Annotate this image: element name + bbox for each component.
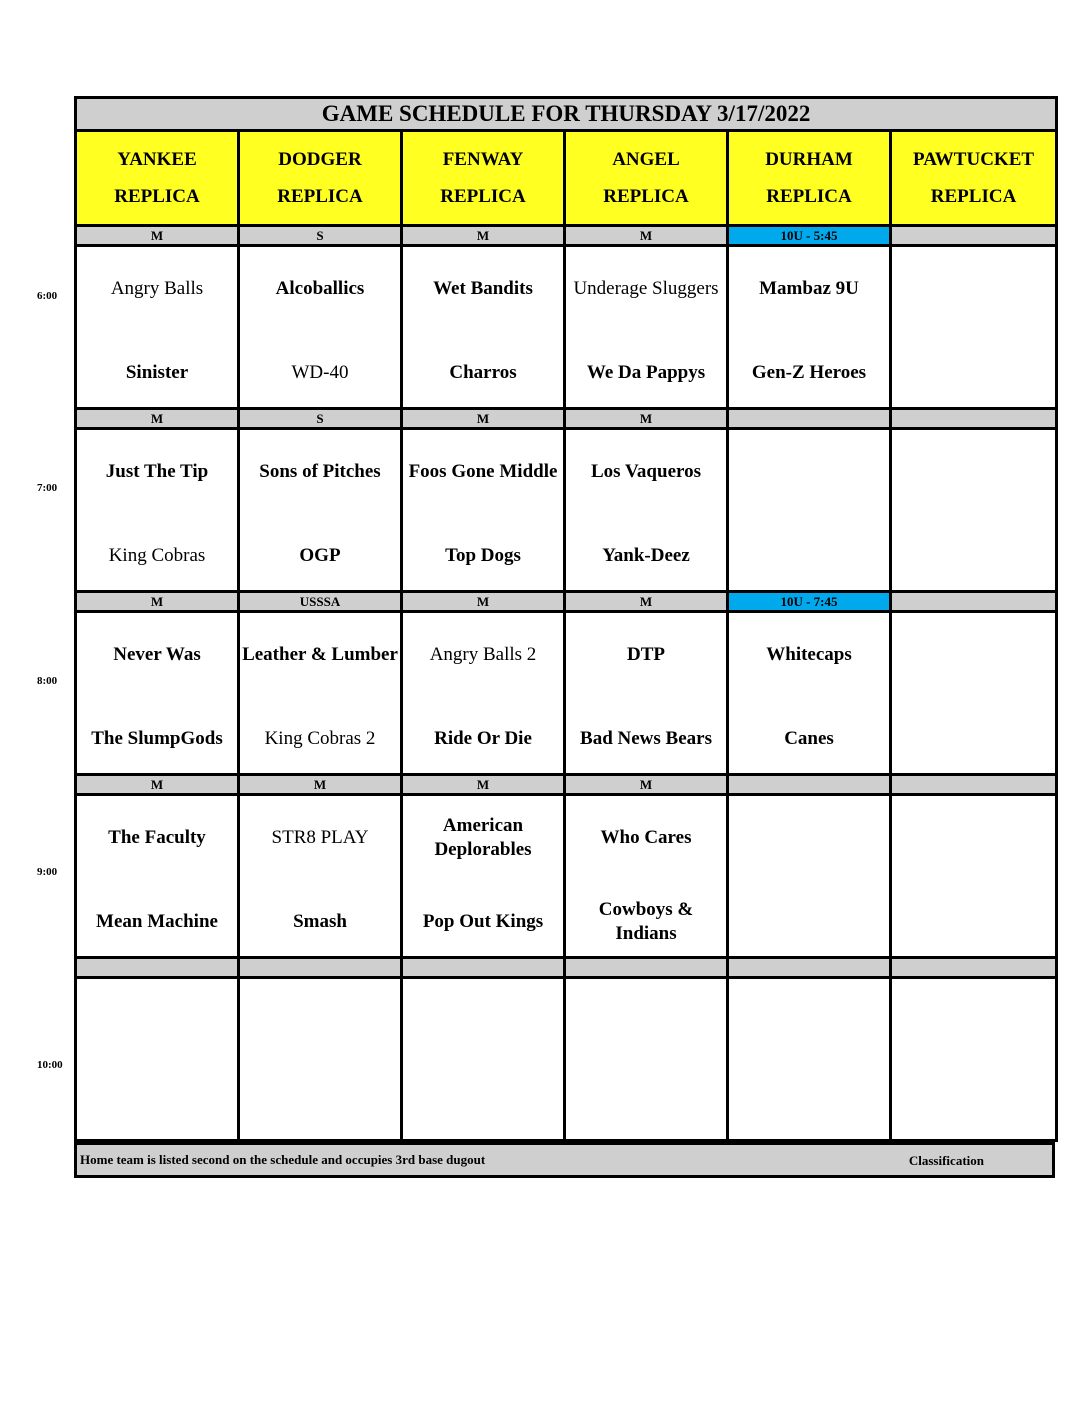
classification-cell: M [76, 775, 239, 795]
home-team: Cowboys & Indians [598, 899, 694, 944]
game-cell [76, 429, 239, 592]
away-team: Wet Bandits [433, 278, 533, 299]
away-team: Angry Balls 2 [429, 644, 537, 665]
away-team [892, 448, 1055, 496]
game-row [76, 612, 1057, 775]
home-team: Bad News Bears [580, 728, 712, 749]
classification-row [76, 775, 1057, 795]
game-cell [565, 429, 728, 592]
classification-cell [239, 958, 402, 978]
classification-cell: M [76, 592, 239, 612]
away-team [892, 814, 1055, 862]
home-team [729, 1081, 889, 1129]
field-name: DURHAM [765, 149, 853, 170]
field-name: PAWTUCKET [913, 149, 1035, 170]
away-team: Who Cares [600, 827, 692, 848]
away-team: Los Vaqueros [590, 461, 701, 482]
home-team [77, 1081, 237, 1129]
home-team: Smash [293, 911, 347, 932]
classification-cell: M [402, 775, 565, 795]
schedule-table [74, 96, 1058, 1142]
game-row [76, 246, 1057, 409]
field-sub: REPLICA [766, 186, 852, 207]
classification-cell: M [76, 409, 239, 429]
away-team: Angry Balls [110, 278, 204, 299]
game-cell [239, 429, 402, 592]
game-cell [728, 795, 891, 958]
classification-cell: M [402, 409, 565, 429]
classification-cell: M [402, 226, 565, 246]
classification-cell [402, 958, 565, 978]
field-sub: REPLICA [930, 186, 1017, 207]
game-cell [728, 978, 891, 1141]
classification-cell [728, 409, 891, 429]
game-cell [76, 246, 239, 409]
home-team: The SlumpGods [91, 728, 223, 749]
home-team [566, 1081, 726, 1129]
field-name: FENWAY [442, 149, 524, 170]
field-sub: REPLICA [603, 186, 689, 207]
away-team: Mambaz 9U [759, 278, 859, 299]
time-label-6: 6:00 [37, 290, 58, 302]
home-team [892, 898, 1055, 946]
classification-cell [76, 958, 239, 978]
away-team: Just The Tip [105, 461, 209, 482]
classification-cell: S [239, 226, 402, 246]
classification-cell [891, 775, 1057, 795]
time-label-9: 9:00 [37, 866, 58, 878]
game-cell [565, 795, 728, 958]
game-cell [565, 246, 728, 409]
field-header-yankee [76, 131, 239, 226]
classification-row [76, 958, 1057, 978]
home-team: Ride Or Die [434, 728, 532, 749]
game-cell [402, 612, 565, 775]
game-row [76, 429, 1057, 592]
home-team: WD-40 [291, 362, 349, 383]
field-header-durham [728, 131, 891, 226]
game-cell [891, 612, 1057, 775]
home-team: Yank-Deez [602, 545, 690, 566]
home-team [729, 898, 889, 946]
footer-table [74, 1142, 1055, 1178]
time-label-7: 7:00 [37, 482, 58, 494]
home-team: OGP [299, 545, 341, 566]
game-cell [891, 978, 1057, 1141]
home-team [240, 1081, 400, 1129]
game-cell [402, 429, 565, 592]
field-name: DODGER [278, 149, 362, 170]
classification-cell [891, 592, 1057, 612]
classification-cell: USSSA [239, 592, 402, 612]
schedule-title: GAME SCHEDULE FOR THURSDAY 3/17/2022 [76, 98, 1057, 131]
classification-cell: S [239, 409, 402, 429]
away-team: Never Was [113, 644, 201, 665]
away-team: Foos Gone Middle [408, 461, 558, 482]
home-team [892, 349, 1055, 397]
game-cell [402, 795, 565, 958]
away-team [892, 997, 1055, 1045]
away-team [729, 997, 889, 1045]
game-cell [891, 795, 1057, 958]
classification-cell: M [565, 226, 728, 246]
home-team [892, 1081, 1055, 1129]
classification-cell: M [565, 409, 728, 429]
schedule-sheet [74, 96, 1055, 1178]
away-team: STR8 PLAY [271, 827, 369, 848]
footer-legend: Classification [908, 1153, 984, 1168]
classification-cell [728, 775, 891, 795]
game-row [76, 978, 1057, 1141]
game-cell [402, 978, 565, 1141]
classification-cell [565, 958, 728, 978]
classification-cell [891, 409, 1057, 429]
game-cell [728, 429, 891, 592]
classification-cell: M [402, 592, 565, 612]
classification-cell: M [239, 775, 402, 795]
game-cell [891, 246, 1057, 409]
home-team [729, 532, 889, 580]
classification-cell [891, 958, 1057, 978]
away-team: Alcoballics [275, 278, 365, 299]
away-team [729, 814, 889, 862]
game-cell [239, 612, 402, 775]
field-header-row [76, 131, 1057, 226]
away-team: Whitecaps [766, 644, 852, 665]
field-name: YANKEE [117, 149, 197, 170]
game-cell [728, 612, 891, 775]
home-team [892, 715, 1055, 763]
classification-cell [891, 226, 1057, 246]
classification-cell [728, 958, 891, 978]
game-cell [565, 612, 728, 775]
home-team: King Cobras [108, 545, 206, 566]
game-cell [239, 246, 402, 409]
home-team [892, 532, 1055, 580]
game-cell [891, 429, 1057, 592]
game-cell [76, 612, 239, 775]
away-team: American Deplorables [434, 815, 532, 860]
away-team [77, 997, 237, 1045]
game-cell [565, 978, 728, 1141]
time-label-8: 8:00 [37, 675, 58, 687]
game-row [76, 795, 1057, 958]
classification-row [76, 592, 1057, 612]
field-header-dodger [239, 131, 402, 226]
home-team: Charros [449, 362, 517, 383]
away-team [892, 631, 1055, 679]
game-cell [402, 246, 565, 409]
away-team: Sons of Pitches [259, 461, 381, 482]
footer-bar [76, 1144, 1054, 1177]
classification-cell: M [565, 775, 728, 795]
home-team: King Cobras 2 [264, 728, 376, 749]
classification-cell: M [76, 226, 239, 246]
classification-cell: 10U - 7:45 [728, 592, 891, 612]
home-team: Sinister [125, 362, 189, 383]
home-team: Top Dogs [445, 545, 521, 566]
footer-note: Home team is listed second on the schedule and occupies 3rd base dugout [80, 1152, 486, 1167]
away-team: Underage Sluggers [573, 278, 719, 299]
away-team: The Faculty [108, 827, 206, 848]
away-team [566, 997, 726, 1045]
field-name: ANGEL [612, 149, 680, 170]
field-sub: REPLICA [440, 186, 526, 207]
home-team: Pop Out Kings [422, 911, 544, 932]
game-cell [239, 978, 402, 1141]
away-team [892, 265, 1055, 313]
field-sub: REPLICA [277, 186, 363, 207]
home-team: We Da Pappys [586, 362, 706, 383]
time-label-10: 10:00 [37, 1059, 63, 1071]
home-team: Canes [784, 728, 834, 749]
home-team [403, 1081, 563, 1129]
away-team: DTP [627, 644, 665, 665]
classification-row [76, 409, 1057, 429]
classification-row [76, 226, 1057, 246]
away-team [240, 997, 400, 1045]
away-team [729, 448, 889, 496]
classification-cell: 10U - 5:45 [728, 226, 891, 246]
home-team: Mean Machine [96, 911, 218, 932]
field-sub: REPLICA [114, 186, 200, 207]
field-header-pawtucket [891, 131, 1057, 226]
away-team [403, 997, 563, 1045]
game-cell [76, 795, 239, 958]
field-header-angel [565, 131, 728, 226]
game-cell [76, 978, 239, 1141]
away-team: Leather & Lumber [242, 644, 398, 665]
field-header-fenway [402, 131, 565, 226]
home-team: Gen-Z Heroes [751, 362, 867, 383]
classification-cell: M [565, 592, 728, 612]
game-cell [728, 246, 891, 409]
game-cell [239, 795, 402, 958]
